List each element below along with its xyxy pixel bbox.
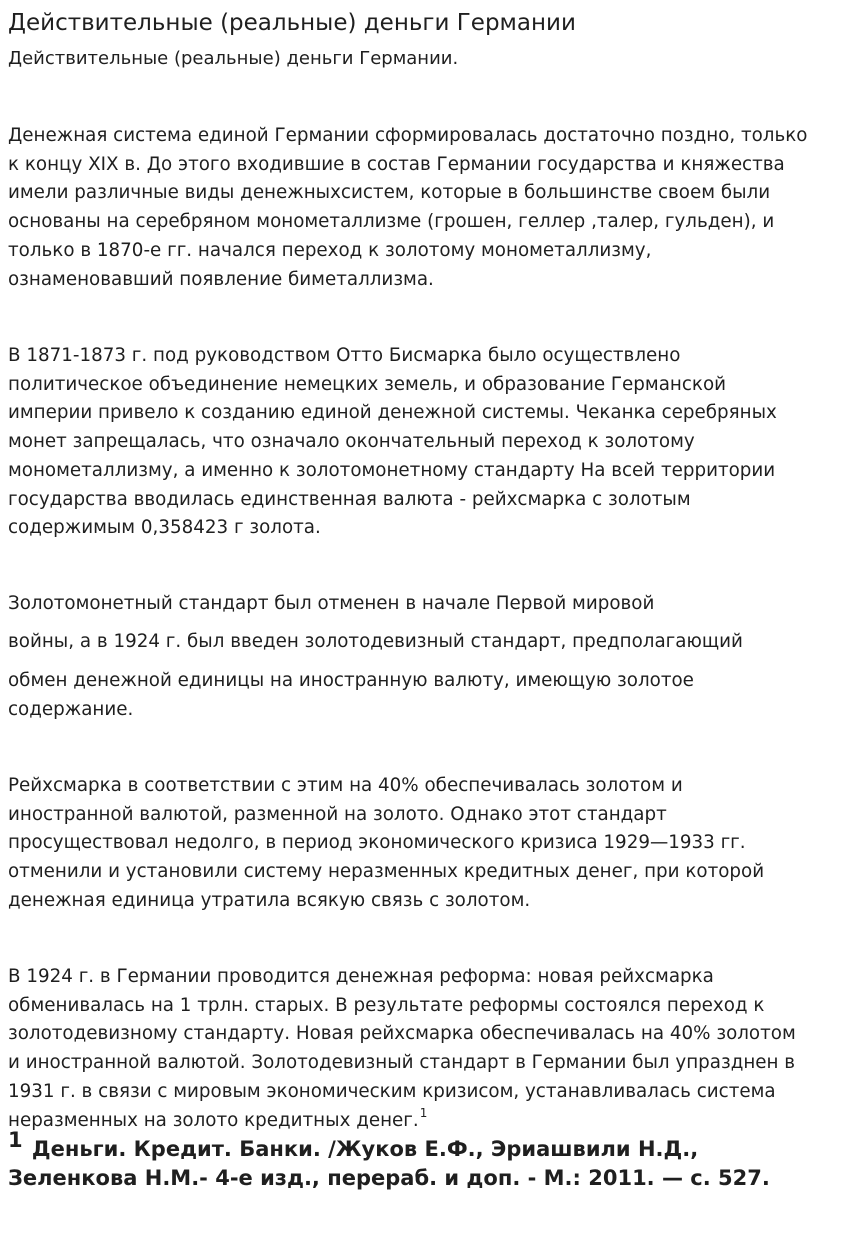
text-line: В 1924 г. в Германии проводится денежная реформа: новая рейхсмарка: [8, 966, 714, 987]
footnote-line: [8, 1128, 843, 1164]
paragraph-4: [8, 772, 843, 916]
paragraph-2: [8, 342, 843, 543]
footnote-text: Деньги. Кредит. Банки. /Жуков Е.Ф., Эриашвили Н.Д.,: [24, 1137, 699, 1161]
text-line: иностранной валютой, разменной на золото. Однако этот стандарт: [8, 803, 667, 825]
page-subtitle: Действительные (реальные) деньги Германии.: [8, 48, 459, 69]
text-line: войны, а в 1924 г. был введен золотодевизный стандарт, предполагающий: [8, 631, 743, 652]
text-line: государства вводилась единственная валюта - рейхсмарка с золотым: [8, 488, 691, 510]
text-line: содержание.: [8, 698, 134, 720]
paragraph-5: [8, 963, 843, 1135]
text-line-with-footnote: [8, 1107, 843, 1136]
text-line: только в 1870-е гг. начался переход к золотому монометаллизму,: [8, 239, 652, 261]
text-line: ознаменовавший появление биметаллизма.: [8, 268, 434, 290]
paragraph-1: [8, 122, 843, 294]
text-line: монометаллизму, а именно к золотомонетному стандарту На всей территории: [8, 459, 776, 481]
text-line: В 1871-1873 г. под руководством Отто Бисмарка было осуществлено: [8, 345, 681, 366]
text-line: империи привело к созданию единой денежной системы. Чеканка серебряных: [8, 402, 777, 424]
text-line: 1931 г. в связи с мировым экономическим кризисом, устанавливалась система: [8, 1080, 776, 1102]
text-line: основаны на серебряном монометаллизме (грошен, геллер ,талер, гульден), и: [8, 211, 775, 233]
paragraph-3-line-2: [8, 628, 843, 657]
text-line: имели различные виды денежныхсистем, которые в большинстве своем были: [8, 182, 771, 204]
text-line: Золотомонетный стандарт был отменен в начале Первой мировой: [8, 593, 655, 614]
text-line: Денежная система единой Германии сформировалась достаточно поздно, только: [8, 125, 808, 146]
text-line: Рейхсмарка в соответствии с этим на 40% обеспечивалась золотом и: [8, 775, 683, 796]
text-line: денежная единица утратила всякую связь с золотом.: [8, 889, 531, 911]
text-line: отменили и установили систему неразменных кредитных денег, при которой: [8, 861, 765, 883]
text-line: к концу XIX в. До этого входившие в состав Германии государства и княжества: [8, 153, 785, 175]
text-line: содержимым 0,358423 г золота.: [8, 517, 321, 539]
footnote-line: Зеленкова Н.М.- 4-е изд., перераб. и доп. - М.: 2011. — с. 527.: [8, 1166, 770, 1190]
text-line: золотодевизному стандарту. Новая рейхсмарка обеспечивалась на 40% золотом: [8, 1023, 796, 1045]
text-line: монет запрещалась, что означало окончательный переход к золотому: [8, 431, 695, 453]
page-title: Действительные (реальные) деньги Германии: [8, 10, 576, 36]
text-line: обмен денежной единицы на иностранную валюту, имеющую золотое: [8, 670, 694, 691]
text-line: обменивалась на 1 трлн. старых. В результате реформы состоялся переход к: [8, 994, 765, 1016]
footnote-number: 1: [8, 1128, 23, 1152]
paragraph-3-line-3: [8, 667, 843, 724]
paragraph-3-line-1: [8, 590, 843, 619]
footnote-reference[interactable]: 1: [419, 1105, 428, 1120]
text-line: и иностранной валютой. Золотодевизный стандарт в Германии был упразднен в: [8, 1052, 796, 1074]
text-line: просуществовал недолго, в период экономического кризиса 1929—1933 гг.: [8, 832, 746, 854]
text-line: политическое объединение немецких земель, и образование Германской: [8, 373, 727, 395]
text-line: неразменных на золото кредитных денег.: [8, 1109, 419, 1131]
footnote: [8, 1128, 843, 1193]
